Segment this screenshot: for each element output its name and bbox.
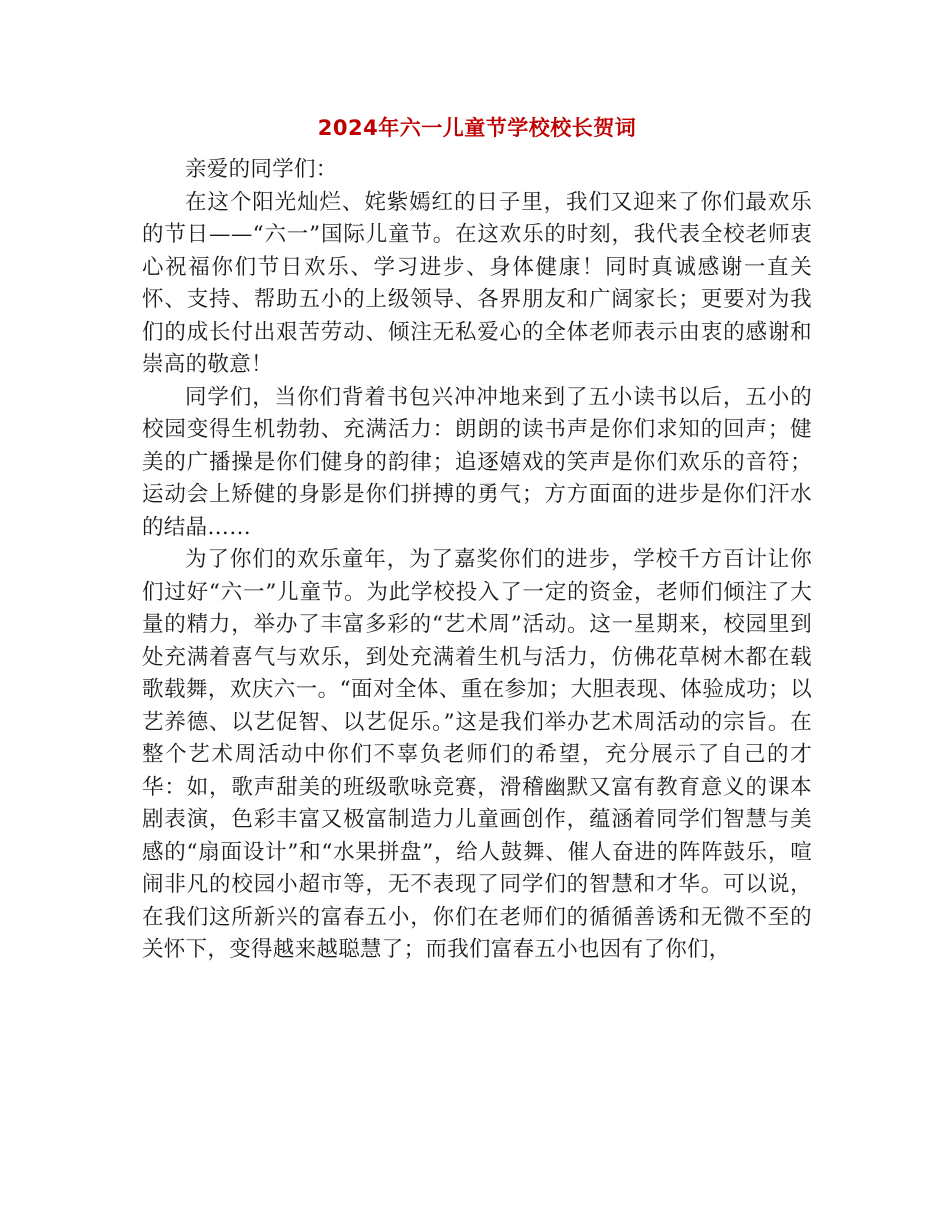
paragraph-2: 同学们，当你们背着书包兴冲冲地来到了五小读书以后，五小的校园变得生机勃勃、充满活力：朗朗的读书声是你们求知的回声；健美的广播操是你们健身的韵律；追逐嬉戏的笑声是你们欢乐的音符；运动会上矫健的身影是你们拼搏的勇气；方方面面的进步是你们汗水的结晶…… (142, 384, 812, 540)
paragraph-1: 在这个阳光灿烂、姹紫嫣红的日子里，我们又迎来了你们最欢乐的节日——“六一”国际儿童节。在这欢乐的时刻，我代表全校老师衷心祝福你们节日欢乐、学习进步、身体健康！同时真诚感谢一直关怀、支持、帮助五小的上级领导、各界朋友和广阔家长；更要对为我们的成长付出艰苦劳动、倾注无私爱心的全体老师表示由衷的感谢和崇高的敬意！ (142, 189, 812, 377)
paragraph-3: 为了你们的欢乐童年，为了嘉奖你们的进步，学校千方百计让你们过好“六一”儿童节。为此学校投入了一定的资金，老师们倾注了大量的精力，举办了丰富多彩的“艺术周”活动。这一星期来，校园里到处充满着喜气与欢乐，到处充满着生机与活力，仿佛花草树木都在载歌载舞，欢庆六一。“面对全体、重在参加；大胆表现、体验成功；以艺养德、以艺促智、以艺促乐。”这是我们举办艺术周活动的宗旨。在整个艺术周活动中你们不辜负老师们的希望，充分展示了自己的才华：如，歌声甜美的班级歌咏竞赛，滑稽幽默又富有教育意义的课本剧表演，色彩丰富又极富制造力儿童画创作，蕴涵着同学们智慧与美感的“扇面设计”和“水果拼盘”，给人鼓舞、催人奋进的阵阵鼓乐，喧闹非凡的校园小超市等，无不表现了同学们的智慧和才华。可以说，在我们这所新兴的富春五小，你们在老师们的循循善诱和无微不至的关怀下，变得越来越聪慧了；而我们富春五小也因有了你们， (142, 547, 812, 962)
document-title: 2024年六一儿童节学校校长贺词 (317, 116, 637, 140)
greeting: 亲爱的同学们： (185, 157, 338, 182)
document-page (142, 110, 812, 967)
